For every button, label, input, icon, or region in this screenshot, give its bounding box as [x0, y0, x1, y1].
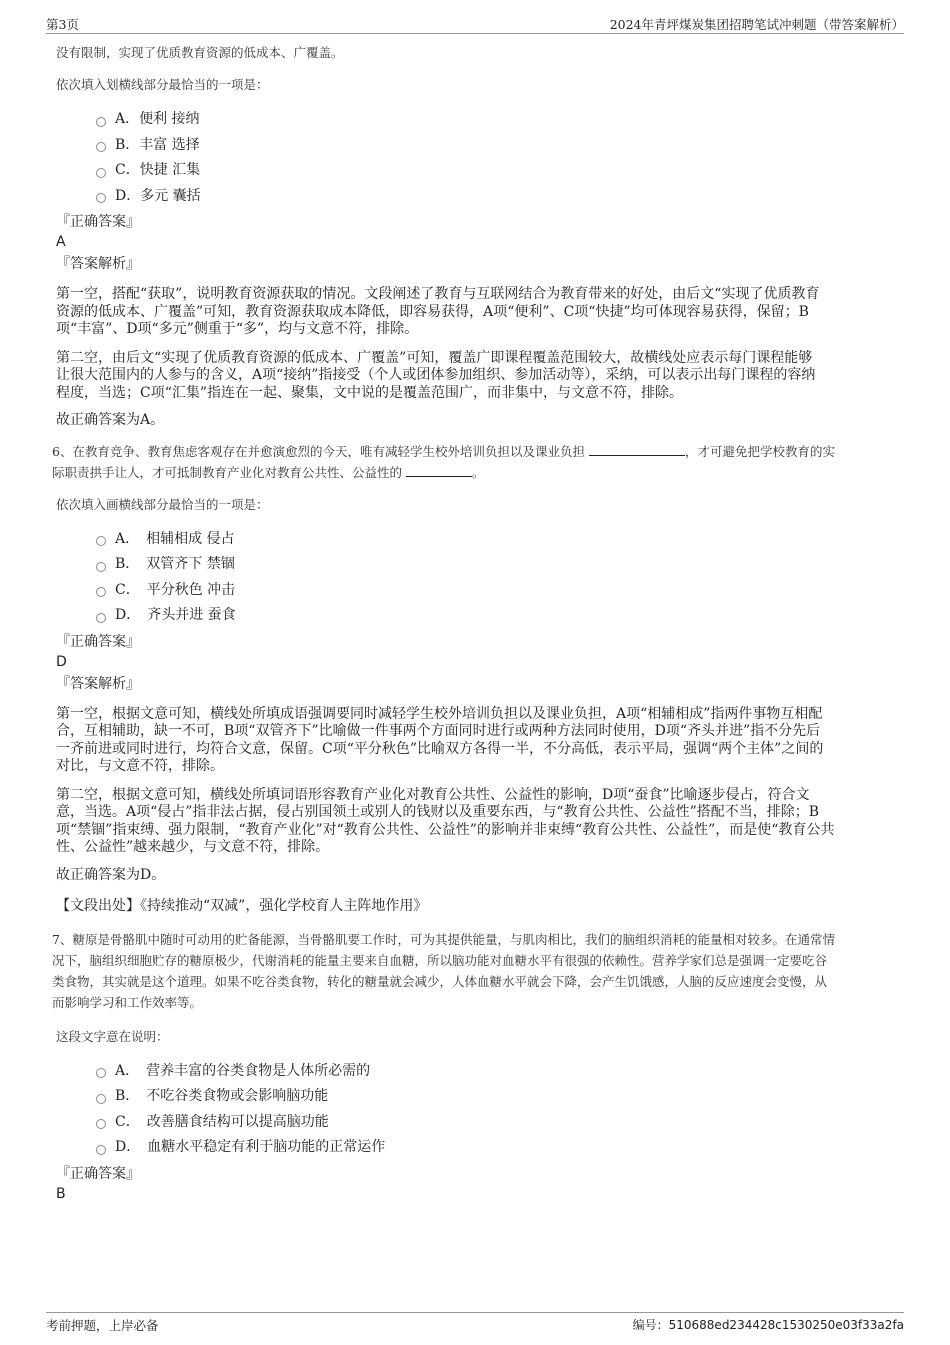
- option-c[interactable]: C． 改善膳食结构可以提高脑功能: [96, 1110, 894, 1136]
- answer-value: B: [56, 1185, 66, 1202]
- option-d[interactable]: D． 血糖水平稳定有利于脑功能的正常运作: [96, 1135, 894, 1161]
- answer-value: A: [56, 234, 66, 250]
- radio-icon[interactable]: [96, 562, 106, 572]
- footer-slogan: 考前押题，上岸必备: [46, 1318, 159, 1333]
- source-citation: 【文段出处】《持续推动“双减”，强化学校育人主阵地作用》: [56, 898, 428, 914]
- question-prompt: 依次填入画横线部分最恰当的一项是：: [56, 496, 269, 512]
- option-d[interactable]: D．多元 囊括: [96, 184, 894, 210]
- option-c[interactable]: C． 平分秋色 冲击: [96, 578, 894, 604]
- answer-label: 『正确答案』: [56, 633, 140, 650]
- radio-icon[interactable]: [96, 536, 106, 546]
- radio-icon[interactable]: [96, 168, 106, 178]
- page-header: [46, 13, 904, 34]
- radio-icon[interactable]: [96, 1145, 106, 1155]
- option-d[interactable]: D． 齐头并进 蚕食: [96, 603, 894, 629]
- q7-options: [56, 1059, 894, 1161]
- radio-icon[interactable]: [96, 193, 106, 203]
- conclusion: 故正确答案为D。: [56, 866, 166, 883]
- q6-options: [56, 527, 894, 629]
- fill-blank: [406, 464, 472, 477]
- option-b[interactable]: B． 不吃谷类食物或会影响脑功能: [96, 1084, 894, 1110]
- analysis-paragraph: 第二空，根据文意可知，横线处所填词语形容教育产业化对教育公共性、公益性的影响，D项“蚕食”比喻逐步侵占，符合文 意，当选。A项“侵占”指非法占据，侵占别国领土或别人的钱财以及重要东西，与“教育公共性、公益性”搭配不当，排除；B 项“禁锢”指束缚、强力限制，“教育产业化”对“教育公共性、公益性”的影响并非束缚“教育公共性、公益性”，而是使“教育公共 性、公益性”越来越少，与文意不符，排除。: [56, 786, 835, 855]
- analysis-paragraph: 第二空，由后文“实现了优质教育资源的低成本、广覆盖”可知，覆盖广即课程覆盖范围较大，故横线处应表示每门课程能够 让很大范围内的人参与的含义，A项“接纳”指接受（个人或团体参加组织、参加活动等），采纳，可以表示出每门课程的容纳 程度，当选；C项“汇集”指连在一起、聚集，文中说的是覆盖范围广，而非集中，与文意不符，排除。: [56, 349, 816, 401]
- answer-value: D: [56, 653, 67, 670]
- page-footer: [46, 1312, 904, 1333]
- analysis-paragraph: 第一空，根据文意可知，横线处所填成语强调要同时减轻学生校外培训负担以及课业负担，A项“相辅相成”指两件事物互相配 合，互相辅助，缺一不可，B项“双管齐下”比喻做一件事两个方面同时进行或两种方法同时使用，D项“齐头并进”指不分先后 一齐前进或同时进行，均符合文意，保留。C项“平分秋色”比喻双方各得一半，不分高低，表示平局，强调“两个主体”之间的 对比，与文意不符，排除。: [56, 705, 824, 774]
- page-content: [52, 42, 894, 1204]
- radio-icon[interactable]: [96, 117, 106, 127]
- analysis-label: 『答案解析』: [56, 256, 140, 272]
- option-a[interactable]: A． 营养丰富的谷类食物是人体所必需的: [96, 1059, 894, 1085]
- radio-icon[interactable]: [96, 613, 106, 623]
- option-a[interactable]: A．便利 接纳: [96, 107, 894, 133]
- q5-options: [56, 107, 894, 209]
- radio-icon[interactable]: [96, 587, 106, 597]
- page-number: 第3页: [46, 17, 79, 32]
- radio-icon[interactable]: [96, 1068, 106, 1078]
- question-7: 7、糖原是骨骼肌中随时可动用的贮备能源，当骨骼肌要工作时，可为其提供能量，与肌肉相比，我们的脑组织消耗的能量相对较多。在通常情 况下，脑组织细胞贮存的糖原极少，代谢消耗的能量主要来自血糖，所以脑功能对血糖水平有很强的依赖性。营养学家们总是强调一定要吃谷 类食物，其实就是这个道理。如果不吃谷类食物，转化的糖量就会减少，人体血糖水平就会下降，会产生饥饿感，人脑的反应速度会变慢，从 而影响学习和工作效率等。: [52, 931, 835, 1010]
- fill-blank: [589, 443, 685, 456]
- radio-icon[interactable]: [96, 1119, 106, 1129]
- option-c[interactable]: C．快捷 汇集: [96, 158, 894, 184]
- answer-label: 『正确答案』: [56, 1165, 140, 1182]
- question-6: 6、在教育竞争、教育焦虑客观存在并愈演愈烈的今天，唯有减轻学生校外培训负担以及课业负担 ，才可避免把学校教育的实 际职责拱手让人，才可抵制教育产业化对教育公共性、公益性的 。: [52, 443, 835, 480]
- analysis-paragraph: 第一空，搭配“获取”，说明教育资源获取的情况。文段阐述了教育与互联网结合为教育带来的好处，由后文“实现了优质教育 资源的低成本、广覆盖”可知，教育资源获取成本降低，即容易获得，A项“便利”、C项“快捷”均可体现容易获得，保留；B 项“丰富”、D项“多元”侧重于“多”，均与文意不符，排除。: [56, 286, 820, 337]
- document-code: 编号：510688ed234428c1530250e03f33a2fa: [632, 1318, 904, 1332]
- analysis-label: 『答案解析』: [56, 675, 140, 692]
- question-prompt: 这段文字意在说明：: [56, 1028, 169, 1044]
- conclusion: 故正确答案为A。: [56, 412, 165, 428]
- option-b[interactable]: B．丰富 选择: [96, 133, 894, 159]
- option-b[interactable]: B． 双管齐下 禁锢: [96, 552, 894, 578]
- document-title: 2024年青坪煤炭集团招聘笔试冲刺题（带答案解析）: [609, 17, 904, 32]
- question-prompt: 依次填入划横线部分最恰当的一项是：: [56, 77, 269, 92]
- answer-label: 『正确答案』: [56, 214, 140, 230]
- passage-tail: 没有限制，实现了优质教育资源的低成本、广覆盖。: [56, 45, 344, 60]
- radio-icon[interactable]: [96, 142, 106, 152]
- radio-icon[interactable]: [96, 1094, 106, 1104]
- option-a[interactable]: A． 相辅相成 侵占: [96, 527, 894, 553]
